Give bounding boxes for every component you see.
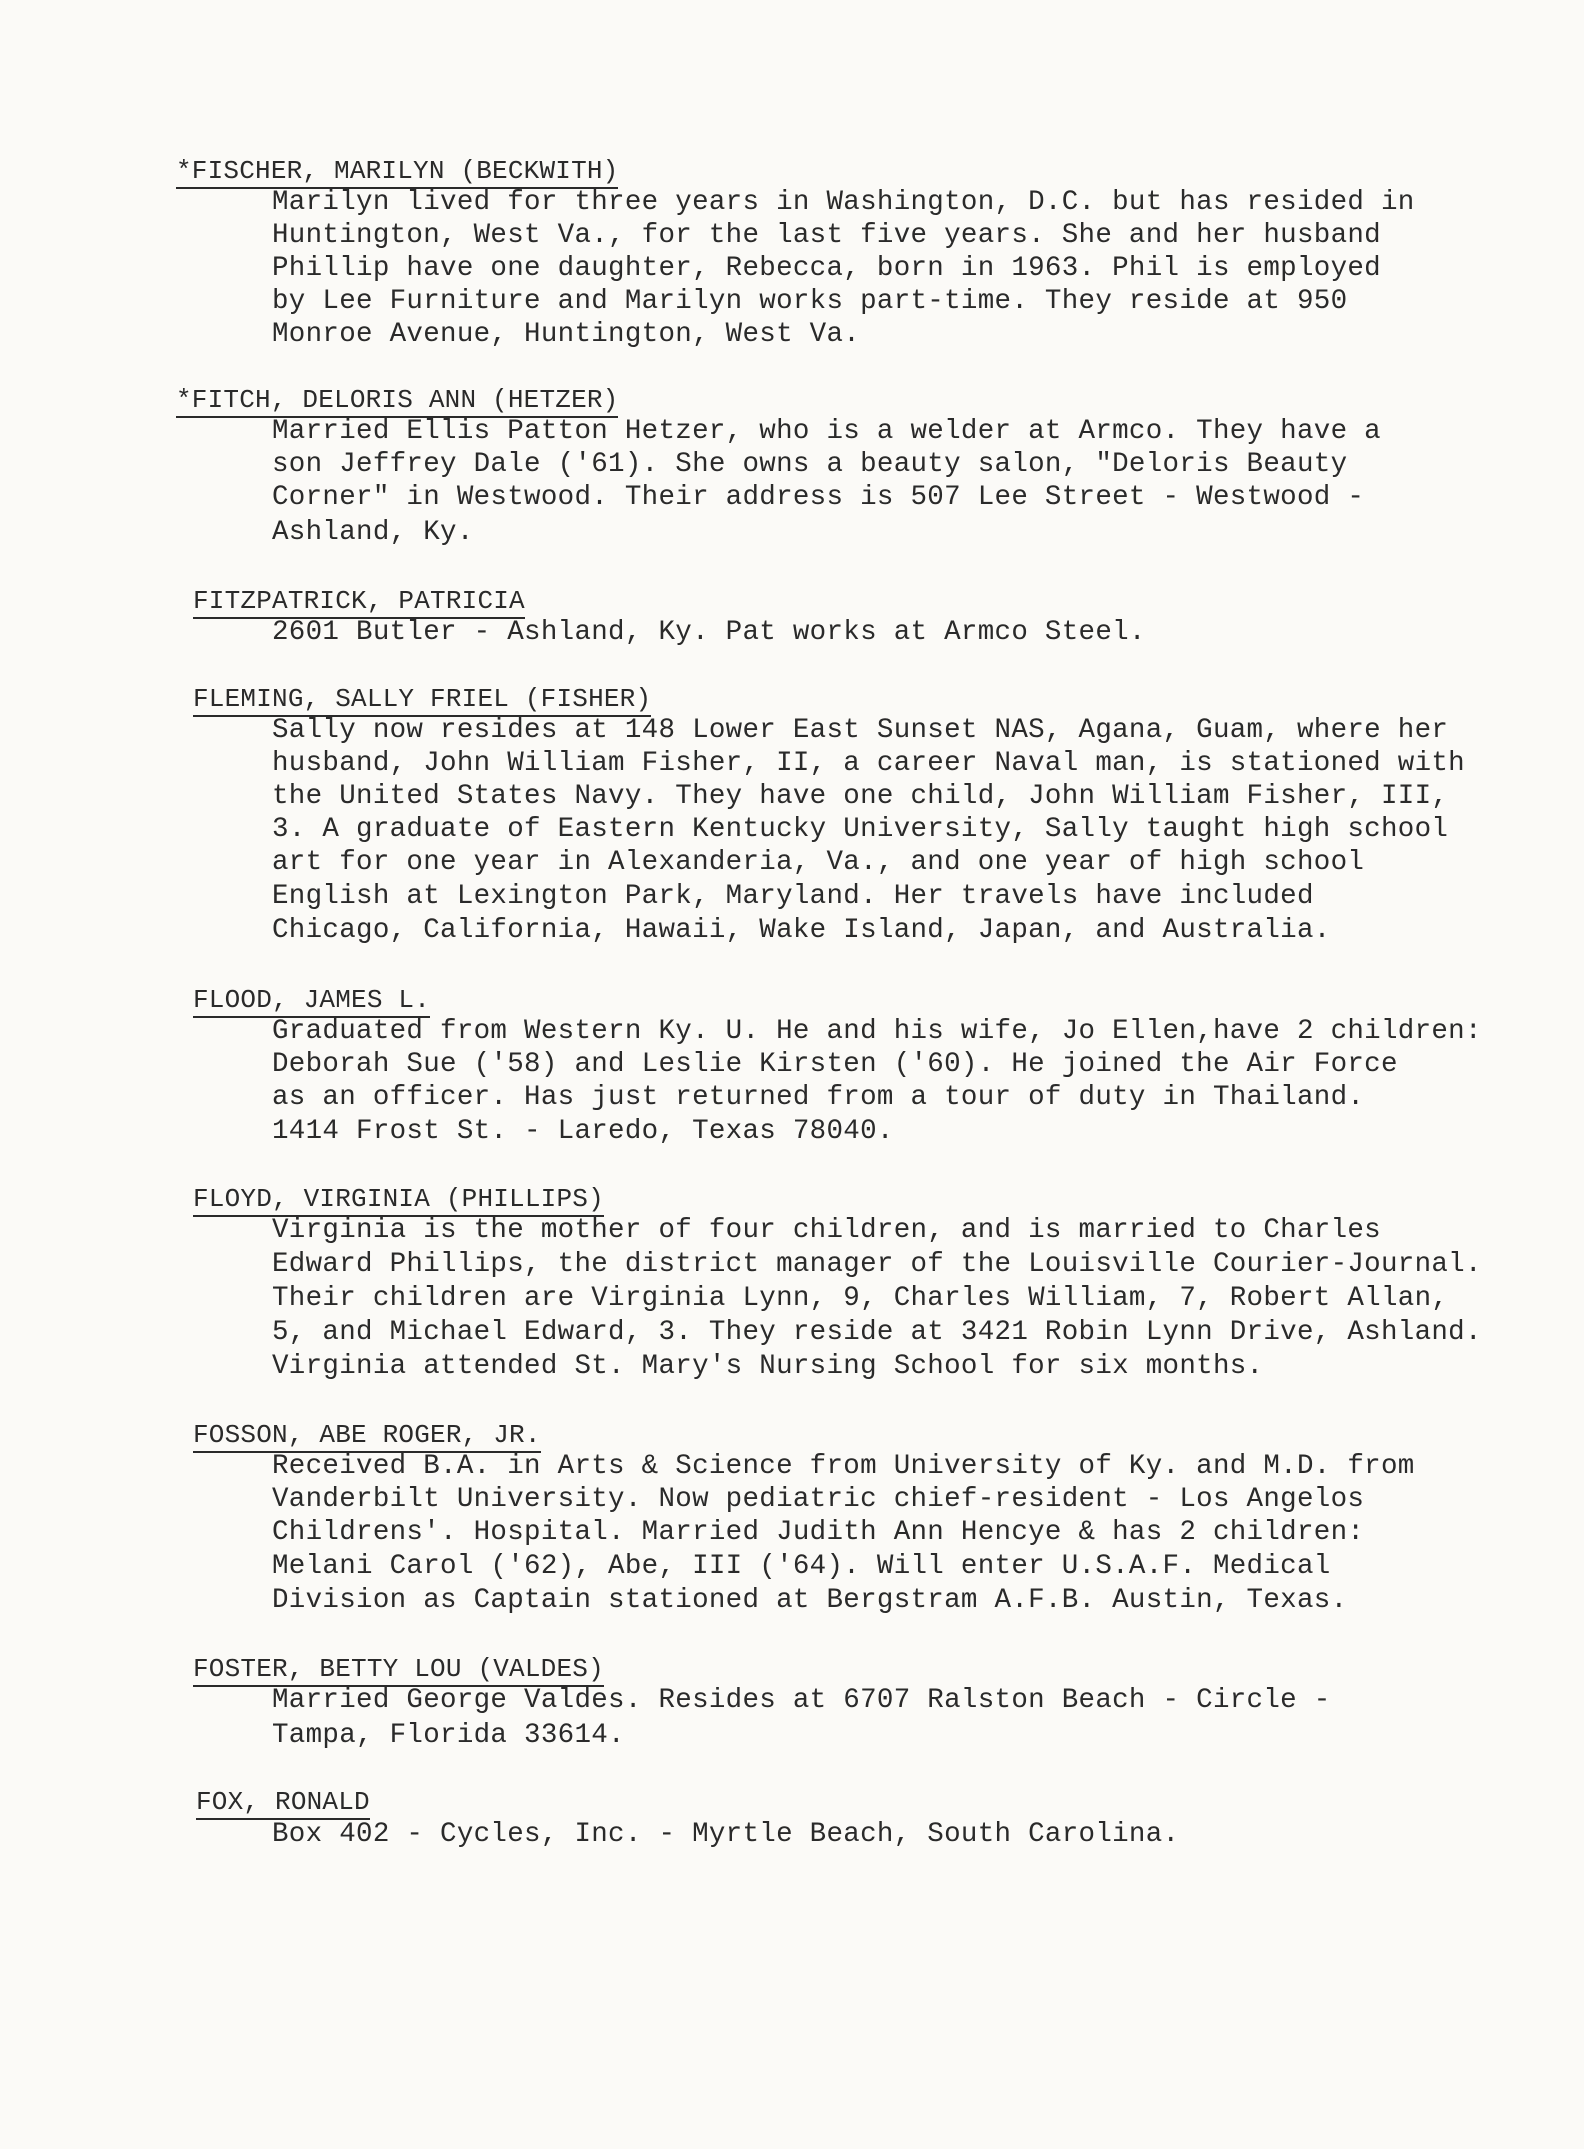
entry-line: Received B.A. in Arts & Science from University of Ky. and M.D. from <box>272 1451 1415 1482</box>
entry-line: 2601 Butler - Ashland, Ky. Pat works at Armco Steel. <box>272 617 1146 648</box>
entry-name: FOSSON, ABE ROGER, JR. <box>193 1420 541 1453</box>
entry-line: Ashland, Ky. <box>272 517 474 548</box>
entry-name: FLEMING, SALLY FRIEL (FISHER) <box>193 684 651 717</box>
entry-line: as an officer. Has just returned from a tour of duty in Thailand. <box>272 1082 1365 1113</box>
entry-line: Tampa, Florida 33614. <box>272 1720 625 1751</box>
entry-line: Division as Captain stationed at Bergstram A.F.B. Austin, Texas. <box>272 1585 1348 1616</box>
entry-line: Melani Carol ('62), Abe, III ('64). Will enter U.S.A.F. Medical <box>272 1551 1331 1582</box>
entry-line: Married George Valdes. Resides at 6707 Ralston Beach - Circle - <box>272 1685 1331 1716</box>
entry-name: FOX, RONALD <box>196 1787 370 1820</box>
entry-line: Edward Phillips, the district manager of the Louisville Courier-Journal. <box>272 1249 1482 1280</box>
entry-line: Vanderbilt University. Now pediatric chief-resident - Los Angelos <box>272 1484 1365 1515</box>
entry-heading <box>193 983 430 1017</box>
entry-line: husband, John William Fisher, II, a career Naval man, is stationed with <box>272 748 1465 779</box>
entry-line: Childrens'. Hospital. Married Judith Ann Hencye & has 2 children: <box>272 1517 1365 1548</box>
entry-heading <box>176 383 618 417</box>
entry-line: Monroe Avenue, Huntington, West Va. <box>272 319 861 350</box>
entry-line: Graduated from Western Ky. U. He and his wife, Jo Ellen,have 2 children: <box>272 1016 1482 1047</box>
entry-line: Virginia is the mother of four children, and is married to Charles <box>272 1215 1381 1246</box>
entry-line: Deborah Sue ('58) and Leslie Kirsten ('60). He joined the Air Force <box>272 1049 1398 1080</box>
entry-name: *FITCH, DELORIS ANN (HETZER) <box>176 385 618 418</box>
entry-line: Chicago, California, Hawaii, Wake Island, Japan, and Australia. <box>272 915 1331 946</box>
entry-name: FLOOD, JAMES L. <box>193 985 430 1018</box>
entry-name: FITZPATRICK, PATRICIA <box>193 586 525 619</box>
entry-line: the United States Navy. They have one child, John William Fisher, III, <box>272 781 1449 812</box>
entry-line: 1414 Frost St. - Laredo, Texas 78040. <box>272 1116 894 1147</box>
entry-line: Phillip have one daughter, Rebecca, born in 1963. Phil is employed <box>272 253 1381 284</box>
entry-heading <box>193 682 651 716</box>
entry-heading <box>196 1785 370 1819</box>
entry-line: by Lee Furniture and Marilyn works part-time. They reside at 950 <box>272 286 1348 317</box>
entry-line: Their children are Virginia Lynn, 9, Charles William, 7, Robert Allan, <box>272 1283 1449 1314</box>
entry-heading <box>193 1182 604 1216</box>
entry-line: Married Ellis Patton Hetzer, who is a welder at Armco. They have a <box>272 416 1381 447</box>
entry-line: Corner" in Westwood. Their address is 507 Lee Street - Westwood - <box>272 482 1365 513</box>
entry-name: FOSTER, BETTY LOU (VALDES) <box>193 1654 604 1687</box>
entry-line: Virginia attended St. Mary's Nursing School for six months. <box>272 1351 1264 1382</box>
entry-line: Sally now resides at 148 Lower East Sunset NAS, Agana, Guam, where her <box>272 715 1449 746</box>
entry-name: FLOYD, VIRGINIA (PHILLIPS) <box>193 1184 604 1217</box>
entry-heading <box>176 154 618 188</box>
entry-line: 5, and Michael Edward, 3. They reside at 3421 Robin Lynn Drive, Ashland. <box>272 1317 1482 1348</box>
entry-line: son Jeffrey Dale ('61). She owns a beauty salon, "Deloris Beauty <box>272 449 1348 480</box>
entry-line: Marilyn lived for three years in Washington, D.C. but has resided in <box>272 187 1415 218</box>
entry-name: *FISCHER, MARILYN (BECKWITH) <box>176 156 618 189</box>
entry-line: 3. A graduate of Eastern Kentucky University, Sally taught high school <box>272 814 1449 845</box>
entry-heading <box>193 1418 541 1452</box>
entry-heading <box>193 584 525 618</box>
entry-line: English at Lexington Park, Maryland. Her travels have included <box>272 881 1314 912</box>
entry-line: art for one year in Alexanderia, Va., and one year of high school <box>272 847 1365 878</box>
entry-line: Huntington, West Va., for the last five years. She and her husband <box>272 220 1381 251</box>
entry-line: Box 402 - Cycles, Inc. - Myrtle Beach, South Carolina. <box>272 1819 1180 1850</box>
entry-heading <box>193 1652 604 1686</box>
